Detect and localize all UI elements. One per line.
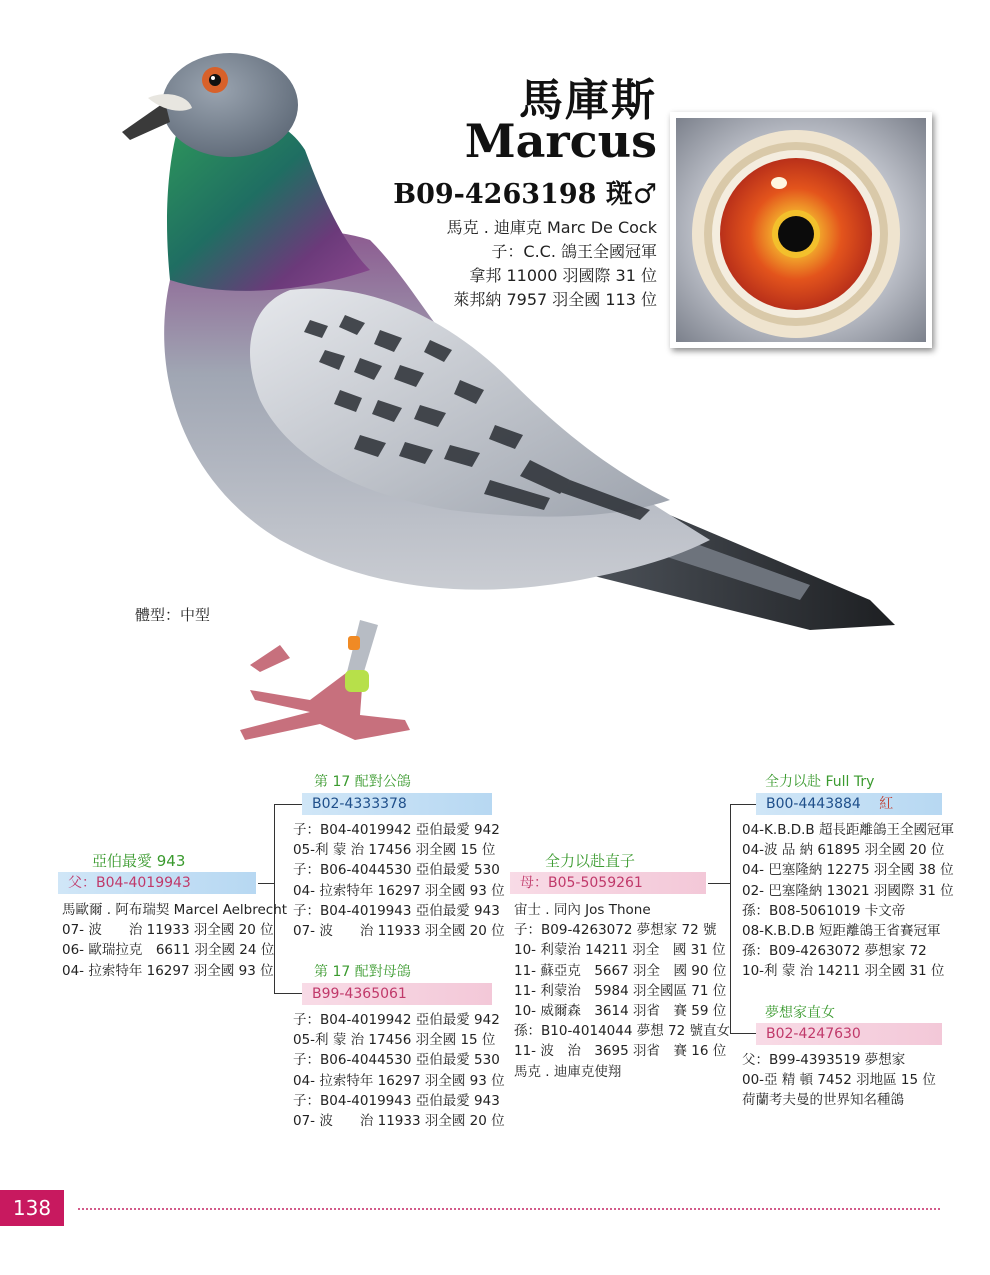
dam-dam-title: 夢想家直女 bbox=[765, 1005, 835, 1021]
dam-line: 11- 波 治 3695 羽省 賽 16 位 bbox=[514, 1043, 727, 1060]
eye-photo bbox=[676, 118, 926, 342]
dam-line: 10- 威爾森 3614 羽省 賽 59 位 bbox=[514, 1003, 727, 1020]
dam-title: 全力以赴直子 bbox=[545, 852, 636, 870]
dam-dam-details bbox=[742, 1050, 936, 1111]
dam-sire-line: 10-利 蒙 治 14211 羽全國 31 位 bbox=[742, 963, 945, 980]
page-number: 138 bbox=[0, 1190, 64, 1226]
dam-sire-ring: B00-4443884 bbox=[766, 796, 861, 812]
sire-sire-line: 子：B06-4044530 亞伯最愛 530 bbox=[293, 862, 500, 879]
dam-sire-details bbox=[742, 820, 954, 982]
sire-dam-title: 第 17 配對母鴿 bbox=[314, 964, 411, 980]
dam-sire-line: 08-K.B.D.B 短距離鴿王省賽冠軍 bbox=[742, 923, 941, 940]
connector-line bbox=[274, 804, 302, 805]
dam-sire-color: 紅 bbox=[879, 796, 894, 812]
sire-dam-line: 04- 拉索特年 16297 羽全國 93 位 bbox=[293, 1072, 505, 1089]
info-line: 馬克 . 迪庫克 Marc De Cock bbox=[446, 218, 657, 237]
sire-sire-line: 05-利 蒙 治 17456 羽全國 15 位 bbox=[293, 842, 496, 859]
sire-line: 06- 歐瑞拉克 6611 羽全國 24 位 bbox=[62, 942, 275, 959]
body-type-label: 體型：中型 bbox=[135, 606, 211, 624]
connector-line bbox=[730, 1033, 756, 1034]
sire-dam-line: 子：B04-4019943 亞伯最愛 943 bbox=[293, 1092, 500, 1109]
dam-sire-line: 孫：B09-4263072 夢想家 72 bbox=[742, 943, 927, 960]
dam-dam-line: 荷蘭考夫曼的世界知名種鴿 bbox=[742, 1092, 904, 1109]
dam-line: 孫：B10-4014044 夢想 72 號直女 bbox=[514, 1023, 730, 1040]
connector-line bbox=[274, 993, 302, 994]
info-line: 子：C.C. 鴿王全國冠軍 bbox=[491, 242, 657, 261]
connector-line bbox=[730, 804, 731, 1034]
sire-title: 亞伯最愛 943 bbox=[92, 852, 186, 870]
sire-dam-line: 子：B04-4019942 亞伯最愛 942 bbox=[293, 1012, 500, 1028]
dam-sire-line: 02- 巴塞隆納 13021 羽國際 31 位 bbox=[742, 882, 954, 899]
sire-sire-details bbox=[293, 820, 505, 941]
dam-dam-line: 00-亞 精 頓 7452 羽地區 15 位 bbox=[742, 1072, 936, 1089]
sire-sire-line: 子：B04-4019942 亞伯最愛 942 bbox=[293, 822, 500, 838]
connector-line bbox=[730, 804, 756, 805]
connector-line bbox=[258, 883, 274, 884]
sire-details bbox=[62, 900, 287, 981]
dam-line: 11- 蘇亞克 5667 羽全 國 90 位 bbox=[514, 962, 727, 979]
dam-details bbox=[514, 900, 730, 1082]
eye-photo-frame bbox=[670, 112, 932, 348]
dam-sire-line: 孫：B08-5061019 卡文帝 bbox=[742, 902, 906, 919]
sire-ring-box: 父：B04-4019943 bbox=[58, 872, 256, 894]
dam-dam-ring-box: B02-4247630 bbox=[756, 1023, 942, 1045]
sire-line: 馬歐爾 . 阿布瑞契 Marcel Aelbrecht bbox=[62, 902, 288, 918]
sire-dam-ring-box: B99-4365061 bbox=[302, 983, 492, 1005]
dotted-rule bbox=[78, 1208, 940, 1210]
pigeon-info bbox=[447, 216, 657, 312]
sire-dam-details bbox=[293, 1010, 505, 1131]
dam-sire-title: 全力以赴 Full Try bbox=[765, 774, 875, 790]
sire-sire-line: 04- 拉索特年 16297 羽全國 93 位 bbox=[293, 882, 505, 899]
sire-sire-line: 07- 波 治 11933 羽全國 20 位 bbox=[293, 923, 505, 940]
sire-line: 04- 拉索特年 16297 羽全國 93 位 bbox=[62, 962, 274, 979]
ring-number: B09-4263198 斑♂ bbox=[393, 179, 657, 210]
dam-ring-box: 母：B05-5059261 bbox=[510, 872, 706, 894]
dam-line: 宙士 . 同內 Jos Thone bbox=[514, 902, 651, 918]
sire-line: 07- 波 治 11933 羽全國 20 位 bbox=[62, 922, 274, 939]
dam-line: 11- 利蒙治 5984 羽全國區 71 位 bbox=[514, 982, 727, 999]
dam-sire-ring-box bbox=[756, 793, 942, 815]
sire-dam-line: 05-利 蒙 治 17456 羽全國 15 位 bbox=[293, 1032, 496, 1049]
sire-sire-line: 子：B04-4019943 亞伯最愛 943 bbox=[293, 902, 500, 919]
connector-line bbox=[708, 883, 730, 884]
info-line: 拿邦 11000 羽國際 31 位 bbox=[469, 266, 657, 285]
sire-sire-ring-box: B02-4333378 bbox=[302, 793, 492, 815]
dam-line: 子：B09-4263072 夢想家 72 號 bbox=[514, 922, 717, 939]
dam-sire-line: 04- 巴塞隆納 12275 羽全國 38 位 bbox=[742, 862, 954, 879]
dam-line: 10- 利蒙治 14211 羽全 國 31 位 bbox=[514, 942, 726, 959]
pigeon-name-en: Marcus bbox=[464, 114, 657, 168]
dam-sire-line: 04-波 品 納 61895 羽全國 20 位 bbox=[742, 842, 945, 859]
dam-line: 馬克 . 迪庫克使翔 bbox=[514, 1063, 622, 1080]
pigeon-name-cn: 馬庫斯 bbox=[519, 75, 657, 126]
dam-sire-line: 04-K.B.D.B 超長距離鴿王全國冠軍 bbox=[742, 822, 954, 838]
dam-dam-line: 父：B99-4393519 夢想家 bbox=[742, 1052, 906, 1068]
sire-sire-title: 第 17 配對公鴿 bbox=[314, 774, 411, 790]
sire-dam-line: 07- 波 治 11933 羽全國 20 位 bbox=[293, 1113, 505, 1130]
sire-dam-line: 子：B06-4044530 亞伯最愛 530 bbox=[293, 1052, 500, 1069]
info-line: 萊邦納 7957 羽全國 113 位 bbox=[453, 290, 657, 309]
